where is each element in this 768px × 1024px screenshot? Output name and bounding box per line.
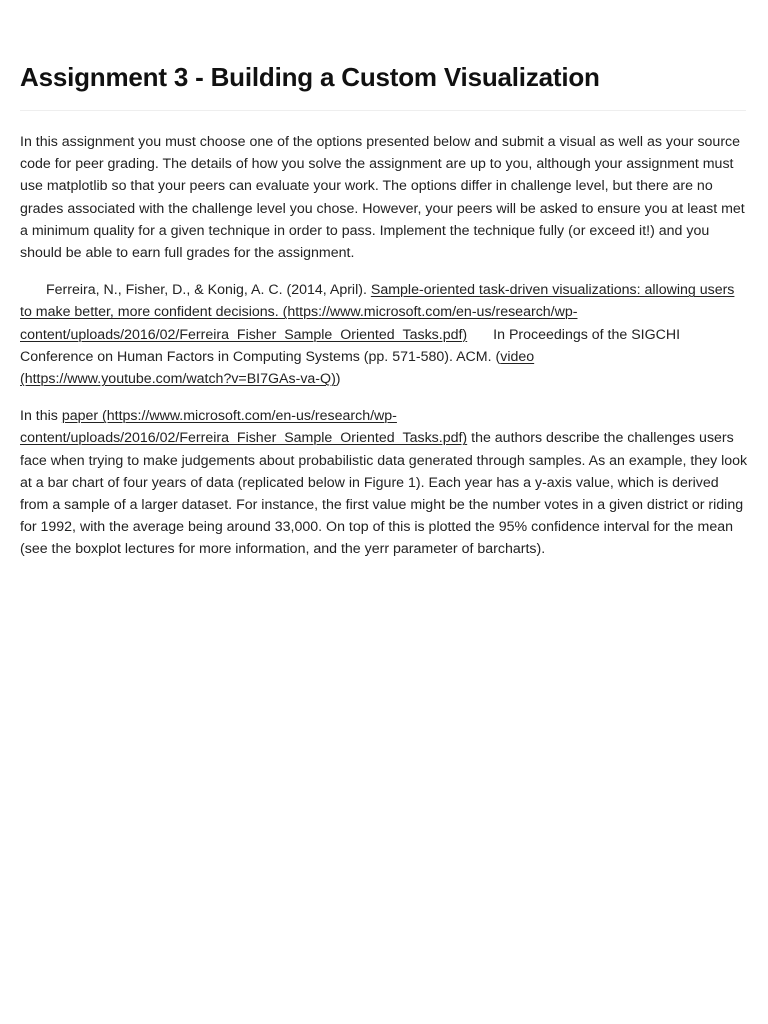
body-paragraph bbox=[20, 405, 748, 560]
intro-paragraph: In this assignment you must choose one of the options presented below and submit a visual as well as your source code for peer grading. The details of how you solve the assignment are up to you, although your assignment must use matplotlib so that your peers can evaluate your work. The options differ in challenge level, but there are no grades associated with the challenge level you chose. However, your peers will be asked to ensure you at least met a minimum quality for a given technique in order to pass. Implement the technique fully (or exceed it!) and you should be able to earn full grades for the assignment. bbox=[20, 134, 745, 262]
page-title: Assignment 3 - Building a Custom Visualization bbox=[20, 62, 600, 92]
paper-link-body[interactable]: paper (https://www.microsoft.com/en-us/research/wp-content/uploads/2016/02/Ferreira_Fisher_Sample_Oriented_Tasks.pdf) bbox=[20, 408, 468, 447]
body-text: the authors describe the challenges users face when trying to make judgements about probabilistic data generated through samples. As an example, they look at a bar chart of four years of data (replicated below in Figure 1). Each year has a y-axis value, which is derived from a sample of a larger dataset. For instance, the first value might be the number votes in a given district or riding for 1992, with the average being around 33,000. On top of this is plotted the 95% confidence interval for the mean (see the boxplot lectures for more information, and the yerr parameter of barcharts). bbox=[20, 430, 748, 558]
citation-authors: Ferreira, N., Fisher, D., & Konig, A. C. (2014, April). bbox=[46, 282, 367, 299]
paper-link-citation[interactable]: Sample-oriented task-driven visualizations: allowing users to make better, more confident decisions. (https://www.microsoft.com/en-us/research/wp-content/uploads/2016/02/Ferreira_Fisher_Sample_Oriented_Tasks.pdf) bbox=[20, 282, 735, 343]
citation-venue: In Proceedings of the SIGCHI Conference on Human Factors in Computing Systems (pp. 571-580). ACM. ( bbox=[20, 326, 681, 365]
citation-closing: ) bbox=[335, 371, 341, 388]
citation-paragraph bbox=[20, 279, 748, 390]
title-divider bbox=[20, 110, 746, 111]
video-link[interactable]: video (https://www.youtube.com/watch?v=BI7GAs-va-Q) bbox=[20, 348, 535, 388]
body-lead: In this bbox=[20, 408, 58, 425]
